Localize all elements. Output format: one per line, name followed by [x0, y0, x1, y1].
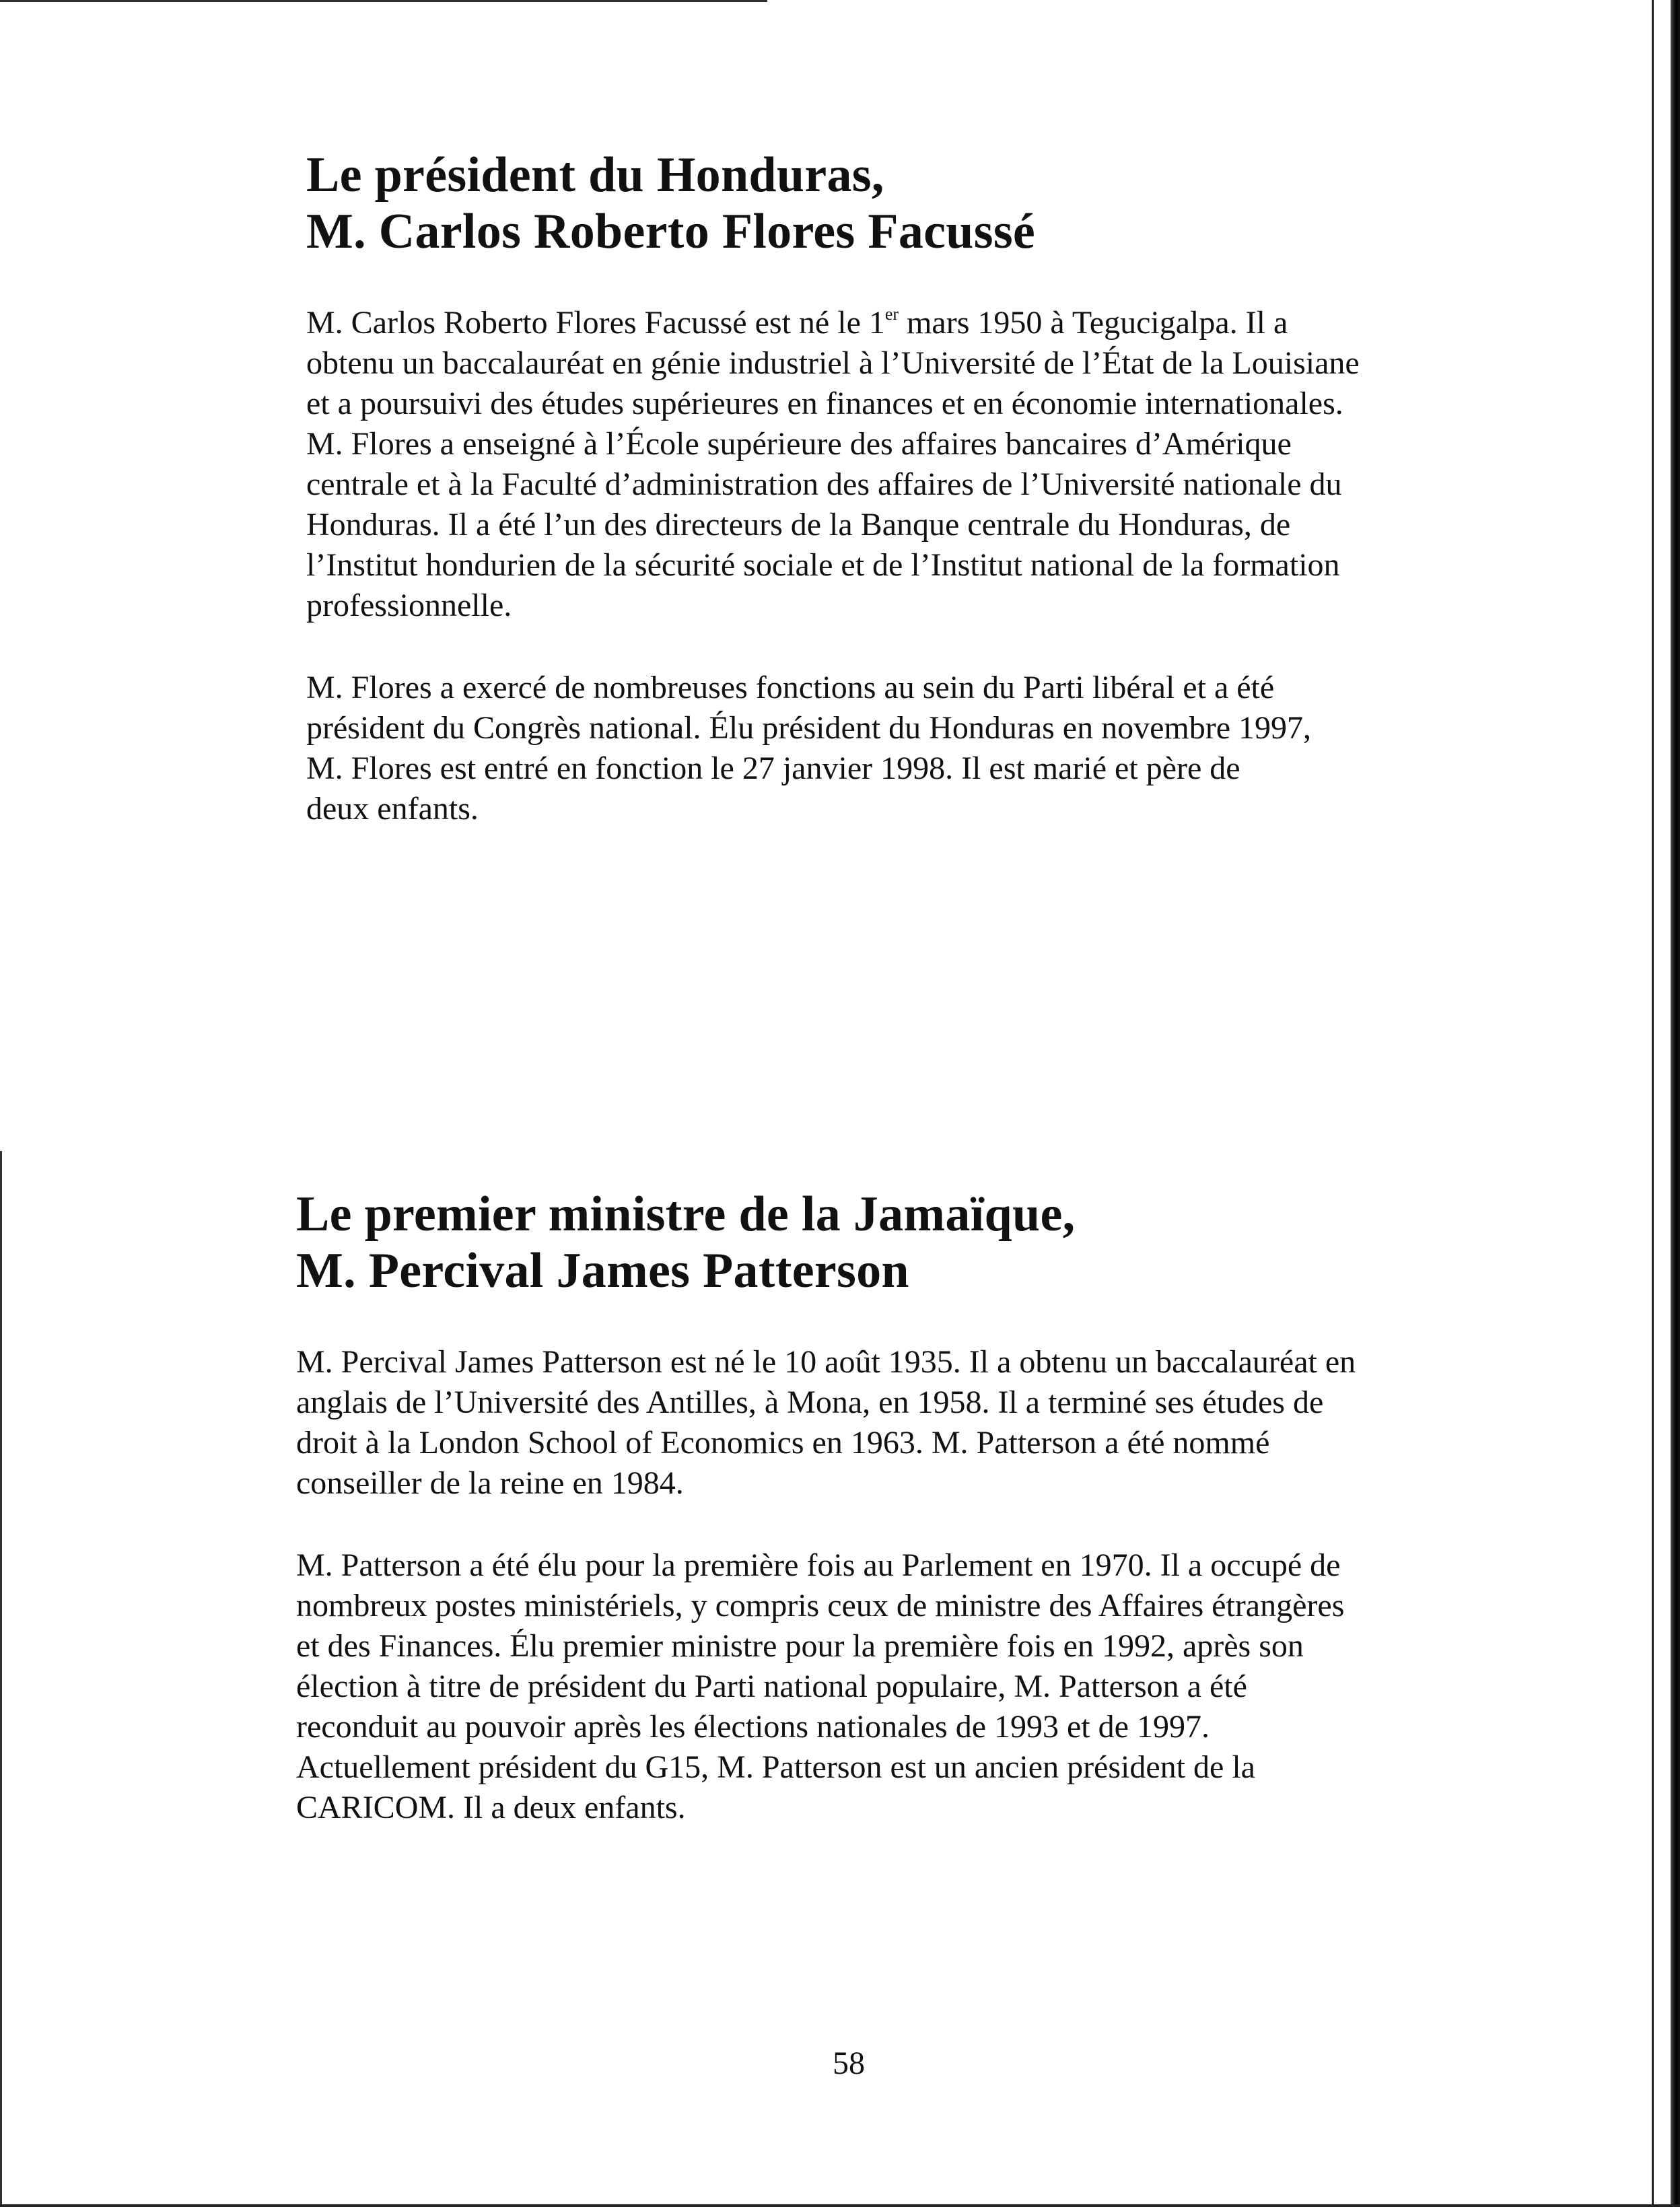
paragraph-line — [306, 303, 1450, 343]
scan-left-edge — [0, 1151, 2, 2207]
page-number: 58 — [833, 2045, 865, 2081]
paragraph-line: Honduras. Il a été l’un des directeurs de la Banque centrale du Honduras, de — [306, 507, 1291, 542]
paragraph-line: M. Patterson a été élu pour la première fois au Parlement en 1970. Il a occupé de — [296, 1547, 1341, 1583]
paragraph-line: nombreux postes ministériels, y compris ceux de ministre des Affaires étrangères — [296, 1588, 1345, 1623]
paragraph-line: M. Flores est entré en fonction le 27 janvier 1998. Il est marié et père de — [306, 750, 1240, 786]
paragraph-line: M. Flores a exercé de nombreuses fonctions au sein du Parti libéral et a été — [306, 670, 1275, 705]
jamaica-heading-line2: M. Percival James Patterson — [296, 1243, 909, 1298]
scan-bottom-edge — [0, 2204, 1680, 2207]
paragraph-line: M. Percival James Patterson est né le 10 août 1935. Il a obtenu un baccalauréat en — [296, 1344, 1356, 1380]
paragraph-line: reconduit au pouvoir après les élections nationales de 1993 et de 1997. — [296, 1709, 1210, 1745]
honduras-paragraph-2 — [306, 668, 1450, 829]
scan-right-inner-edge — [1652, 0, 1654, 2207]
paragraph-line: obtenu un baccalauréat en génie industriel à l’Université de l’État de la Louisiane — [306, 345, 1360, 381]
jamaica-paragraph-1 — [296, 1342, 1440, 1504]
paragraph-line: élection à titre de président du Parti national populaire, M. Patterson a été — [296, 1669, 1247, 1704]
paragraph-line: droit à la London School of Economics en 1963. M. Patterson a été nommé — [296, 1425, 1270, 1461]
jamaica-paragraph-2 — [296, 1545, 1440, 1828]
paragraph-line: CARICOM. Il a deux enfants. — [296, 1790, 686, 1825]
paragraph-line: professionnelle. — [306, 588, 512, 623]
paragraph-line: président du Congrès national. Élu président du Honduras en novembre 1997, — [306, 710, 1312, 746]
honduras-section — [306, 147, 1450, 829]
jamaica-section — [296, 1186, 1440, 1828]
paragraph-line-text: M. Carlos Roberto Flores Facussé est né le 1 — [306, 305, 885, 341]
paragraph-line: l’Institut hondurien de la sécurité sociale et de l’Institut national de la formation — [306, 547, 1340, 583]
scan-right-edge — [1671, 0, 1680, 2207]
paragraph-line: conseiller de la reine en 1984. — [296, 1465, 684, 1501]
paragraph-line: Actuellement président du G15, M. Patterson est un ancien président de la — [296, 1749, 1255, 1785]
superscript-text: er — [884, 304, 899, 324]
jamaica-heading-line1: Le premier ministre de la Jamaïque, — [296, 1187, 1076, 1242]
honduras-heading — [306, 147, 1450, 260]
paragraph-line: centrale et à la Faculté d’administration des affaires de l’Université nationale du — [306, 466, 1342, 502]
paragraph-line-text: mars 1950 à Tegucigalpa. Il a — [899, 305, 1288, 341]
paragraph-line: et a poursuivi des études supérieures en finances et en économie internationales. — [306, 386, 1343, 421]
honduras-heading-line2: M. Carlos Roberto Flores Facussé — [306, 204, 1036, 259]
paragraph-line: M. Flores a enseigné à l’École supérieure des affaires bancaires d’Amérique — [306, 426, 1292, 462]
paragraph-gap — [306, 626, 1450, 668]
paragraph-gap — [296, 1504, 1440, 1545]
paragraph-line: anglais de l’Université des Antilles, à Mona, en 1958. Il a terminé ses études de — [296, 1385, 1324, 1420]
jamaica-heading — [296, 1186, 1440, 1299]
paragraph-line: et des Finances. Élu premier ministre pour la première fois en 1992, après son — [296, 1628, 1304, 1664]
scan-top-edge — [0, 0, 767, 2]
honduras-paragraph-1 — [306, 303, 1450, 626]
paragraph-line: deux enfants. — [306, 791, 479, 827]
honduras-heading-line1: Le président du Honduras, — [306, 147, 884, 203]
